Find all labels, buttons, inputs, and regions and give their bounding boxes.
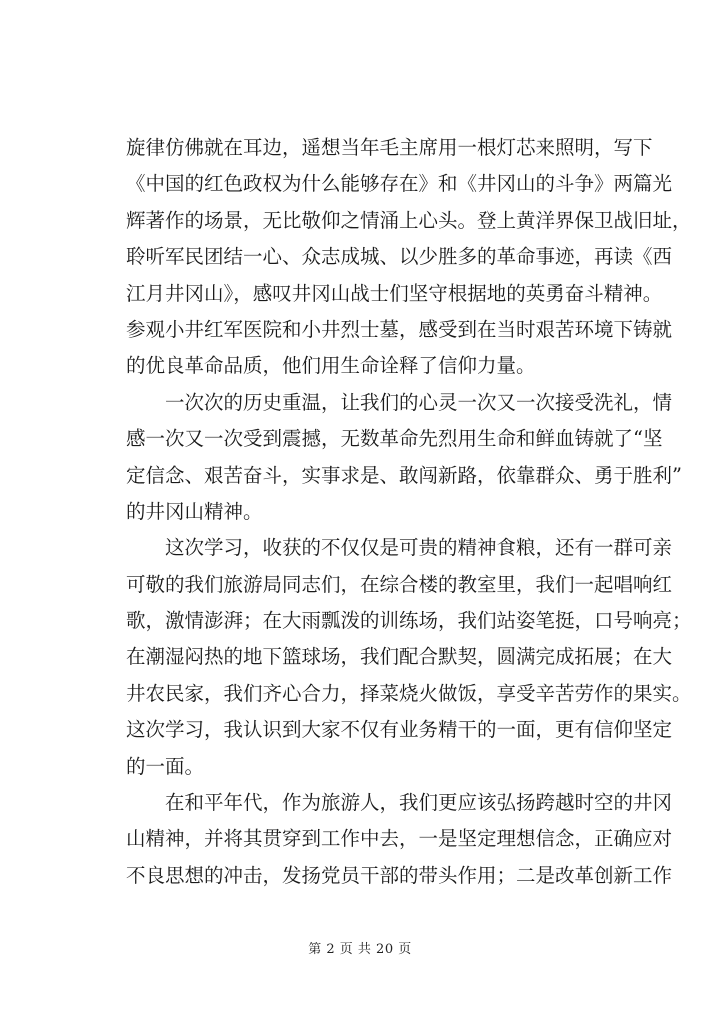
text-line: 感一次又一次受到震撼，无数革命先烈用生命和鲜血铸就了“坚 xyxy=(126,427,663,451)
text-line: 参观小井红军医院和小井烈士墓，感受到在当时艰苦环境下铸就 xyxy=(126,317,673,341)
text-line: 一次次的历史重温，让我们的心灵一次又一次接受洗礼，情 xyxy=(165,390,673,414)
text-line: 在和平年代，作为旅游人，我们更应该弘扬跨越时空的井冈 xyxy=(165,791,673,815)
text-line: 的一面。 xyxy=(126,754,205,778)
text-line: 旋律仿佛就在耳边，遥想当年毛主席用一根灯芯来照明，写下 xyxy=(126,136,653,159)
page-number-footer: 第 2 页 共 20 页 xyxy=(308,942,412,957)
text-line: 的优良革命品质，他们用生命诠释了信仰力量。 xyxy=(126,354,536,378)
text-line: 定信念、艰苦奋斗，实事求是、敢闯新路，依靠群众、勇于胜利” xyxy=(126,463,682,487)
text-line: 的井冈山精神。 xyxy=(126,499,263,523)
text-line: 江月井冈山》，感叹井冈山战士们坚守根据地的英勇奋斗精神。 xyxy=(126,281,663,305)
paragraph-4 xyxy=(126,785,673,894)
paragraph-2 xyxy=(126,385,682,531)
text-line: 井农民家，我们齐心合力，择菜烧火做饭，享受辛苦劳作的果实。 xyxy=(126,681,692,705)
text-line: 在潮湿闷热的地下篮球场，我们配合默契，圆满完成拓展；在大 xyxy=(126,645,673,669)
text-line: 山精神，并将其贯穿到工作中去，一是坚定理想信念，正确应对 xyxy=(126,827,673,851)
text-line: 可敬的我们旅游局同志们，在综合楼的教室里，我们一起唱响红 xyxy=(126,572,673,596)
text-line: 不良思想的冲击，发扬党员干部的带头作用；二是改革创新工作 xyxy=(126,863,673,887)
text-line: 歌，激情澎湃；在大雨瓢泼的训练场，我们站姿笔挺，口号响亮； xyxy=(126,609,692,633)
text-line: 辉著作的场景，无比敬仰之情涌上心头。登上黄洋界保卫战旧址， xyxy=(126,208,692,232)
document-body xyxy=(126,130,692,894)
paragraph-3 xyxy=(126,530,692,785)
text-line: 这次学习，收获的不仅仅是可贵的精神食粮，还有一群可亲 xyxy=(165,536,673,560)
text-line: 这次学习，我认识到大家不仅有业务精干的一面，更有信仰坚定 xyxy=(126,718,673,742)
text-line: 聆听军民团结一心、众志成城、以少胜多的革命事迹，再读《西 xyxy=(126,245,673,269)
text-line: 《中国的红色政权为什么能够存在》和《井冈山的斗争》两篇光 xyxy=(126,172,673,196)
paragraph-1 xyxy=(126,130,692,385)
